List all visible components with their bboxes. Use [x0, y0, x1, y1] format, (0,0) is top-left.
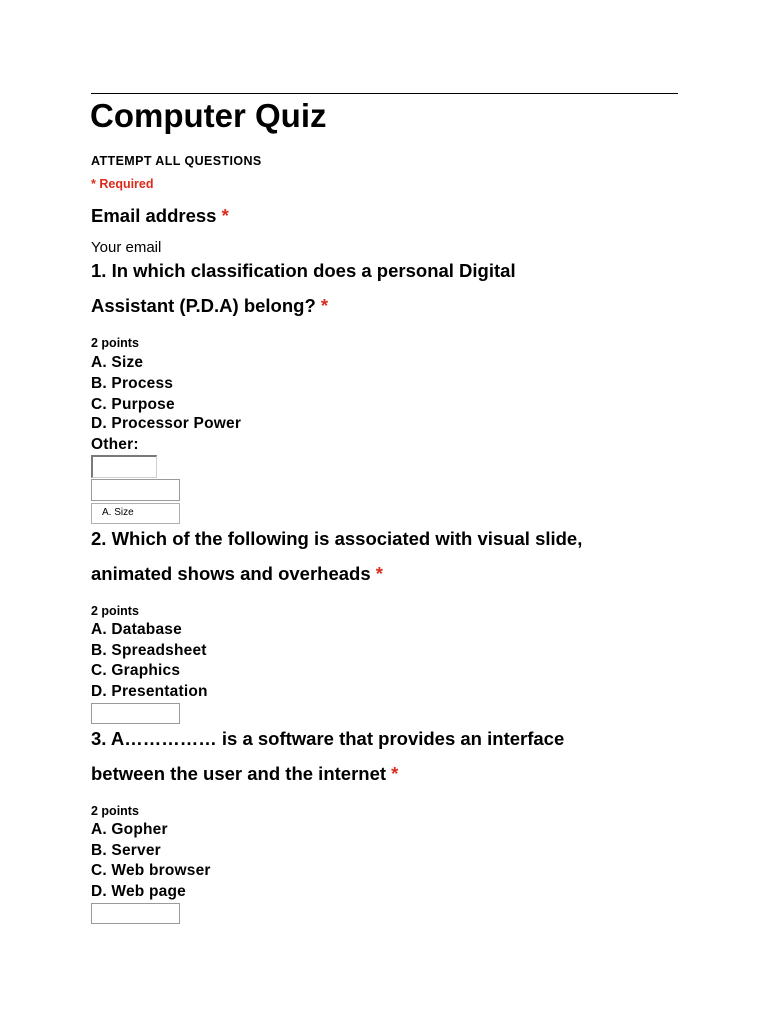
- question-1-option-c[interactable]: C. Purpose: [91, 396, 175, 413]
- question-1-title-line1: 1. In which classification does a personal Digital: [91, 260, 516, 281]
- question-1-option-b[interactable]: B. Process: [91, 375, 174, 392]
- question-2-option-d[interactable]: D. Presentation: [91, 683, 208, 700]
- required-asterisk: *: [221, 205, 229, 226]
- question-1-other-input[interactable]: [91, 455, 157, 478]
- question-3-option-a[interactable]: A. Gopher: [91, 821, 168, 838]
- question-3-option-c[interactable]: C. Web browser: [91, 862, 211, 879]
- email-input-label: Your email: [91, 239, 162, 256]
- question-2-points: 2 points: [91, 604, 139, 618]
- question-1-option-a[interactable]: A. Size: [91, 354, 144, 371]
- question-3-option-d[interactable]: D. Web page: [91, 883, 186, 900]
- question-3-title-line1: 3. A…………… is a software that provides an interface: [91, 728, 565, 749]
- page-title: Computer Quiz: [90, 97, 327, 134]
- page-subtitle: ATTEMPT ALL QUESTIONS: [91, 154, 262, 168]
- required-note: * Required: [91, 177, 154, 191]
- question-1-other-label: Other:: [91, 436, 139, 453]
- required-asterisk: *: [320, 295, 329, 316]
- question-2-option-b[interactable]: B. Spreadsheet: [91, 642, 207, 659]
- required-asterisk: *: [375, 563, 383, 584]
- question-3-option-b[interactable]: B. Server: [91, 842, 161, 859]
- question-1-option-d[interactable]: D. Processor Power: [91, 415, 242, 432]
- question-2-option-c[interactable]: C. Graphics: [91, 662, 181, 679]
- question-2-answer-input[interactable]: [91, 703, 180, 724]
- question-2-title-line1: 2. Which of the following is associated with visual slide,: [91, 528, 583, 549]
- question-3-title-text: between the user and the internet: [91, 763, 387, 784]
- top-divider: [91, 93, 678, 94]
- required-asterisk: *: [391, 763, 399, 784]
- question-3-answer-input[interactable]: [91, 903, 180, 924]
- question-1-title-line2: [91, 294, 328, 318]
- question-3-points: 2 points: [91, 804, 139, 818]
- question-1-selected-answer[interactable]: A. Size: [91, 503, 180, 524]
- question-3-title-line2: [91, 762, 398, 786]
- email-label-text: Email address: [91, 205, 217, 226]
- question-1-answer-input[interactable]: [91, 479, 180, 501]
- question-2-title-line2: [91, 562, 383, 586]
- question-1-points: 2 points: [91, 336, 139, 350]
- email-question-title: [91, 204, 229, 228]
- question-2-title-text: animated shows and overheads: [91, 563, 371, 584]
- question-2-option-a[interactable]: A. Database: [91, 621, 182, 638]
- question-1-title-text: Assistant (P.D.A) belong?: [91, 295, 316, 316]
